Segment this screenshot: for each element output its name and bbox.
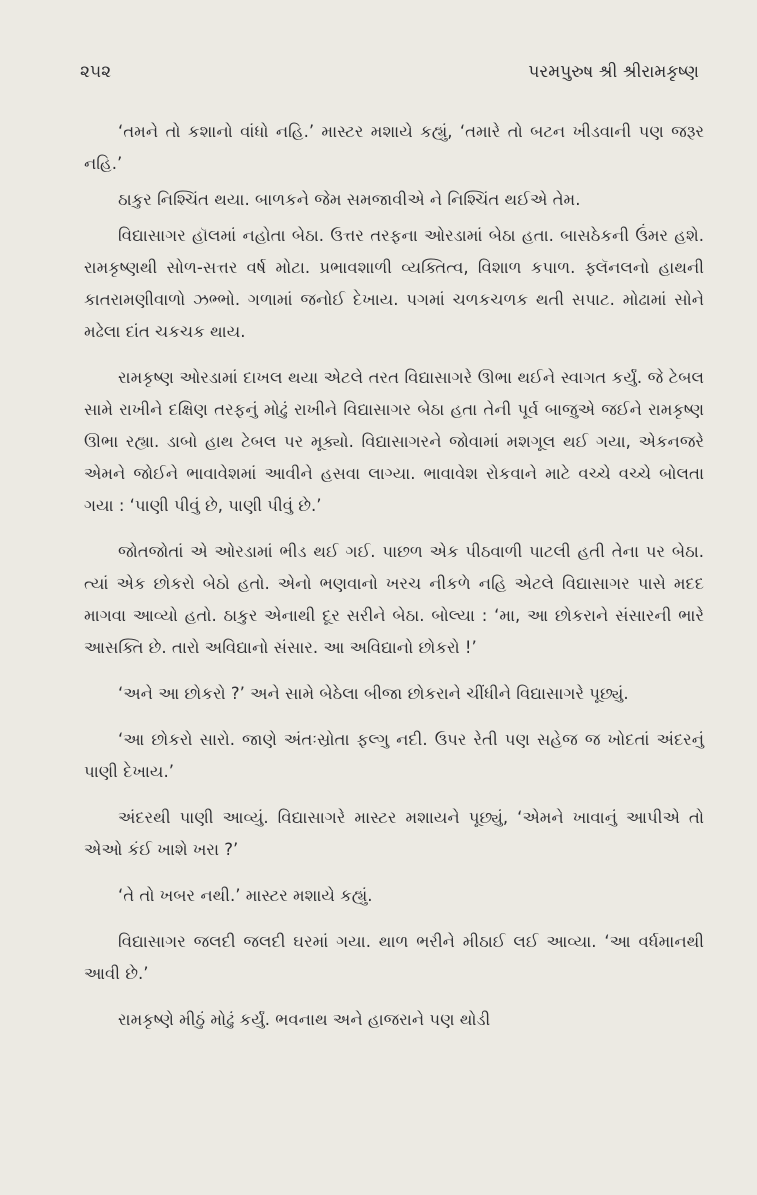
paragraph: જોતજોતાં એ ઓરડામાં ભીડ થઈ ગઈ. પાછળ એક પીઠવાળી પાટલી હતી તેના પર બેઠા. ત્યાં એક છોકરો બેઠો હતો. એનો ભણવાનો ખરચ નીકળે નહિ એટલે વિદ્યાસાગર પાસે મદદ માગવા આવ્યો હતો. ઠાકુર એનાથી દૂર સરીને બેઠા. બોલ્યા : ‘મા, આ છોકરાને સંસારની ભારે આસક્તિ છે. તારો અવિદ્યાનો સંસાર. આ અવિદ્યાનો છોકરો !’ — [84, 542, 704, 657]
page-number: ૨૫૨ — [80, 62, 112, 82]
paragraph: અંદરથી પાણી આવ્યું. વિદ્યાસાગરે માસ્ટર મશાયને પૂછ્યું, ‘એમને ખાવાનું આપીએ તો એઓ કંઈ ખાશે ખરા ?’ — [84, 808, 704, 859]
paragraph: ‘તે તો ખબર નથી.’ માસ્ટર મશાયે કહ્યું. — [118, 886, 373, 905]
paragraph: રામકૃષ્ણ ઓરડામાં દાખલ થયા એટલે તરત વિદ્યાસાગરે ઊભા થઈને સ્વાગત કર્યું. જે ટેબલ સામે રાખીને દક્ષિણ તરફનું મોઢું રાખીને વિદ્યાસાગર બેઠા હતા તેની પૂર્વ બાજુએ જઈને રામકૃષ્ણ ઊભા રહ્યા. ડાબો હાથ ટેબલ પર મૂક્યો. વિદ્યાસાગરને જોવામાં મશગૂલ થઈ ગયા, એકનજરે એમને જોઈને ભાવાવેશમાં આવીને હસવા લાગ્યા. ભાવાવેશ રોકવાને માટે વચ્ચે વચ્ચે બોલતા ગયા : ‘પાણી પીવું છે, પાણી પીવું છે.’ — [84, 368, 704, 515]
paragraph: ‘તમને તો કશાનો વાંધો નહિ.’ માસ્ટર મશાયે કહ્યું, ‘તમારે તો બટન ખીડવાની પણ જરૂર નહિ.’ — [84, 122, 704, 173]
paragraph: વિદ્યાસાગર જલદી જલદી ઘરમાં ગયા. થાળ ભરીને મીઠાઈ લઈ આવ્યા. ‘આ વર્ધમાનથી આવી છે.’ — [84, 932, 704, 983]
paragraph: રામકૃષ્ણે મીઠું મોઢું કર્યું. ભવનાથ અને હાજરાને પણ થોડી — [118, 1010, 491, 1029]
running-title: પરમપુરુષ શ્રી શ્રીરામકૃષ્ણ — [528, 62, 699, 82]
paragraph: ‘અને આ છોકરો ?’ અને સામે બેઠેલા બીજા છોકરાને ચીંધીને વિદ્યાસાગરે પૂછ્યું. — [118, 684, 629, 703]
paragraph: વિદ્યાસાગર હૉલમાં નહોતા બેઠા. ઉત્તર તરફના ઓરડામાં બેઠા હતા. બાસઠેકની ઉંમર હશે. રામકૃષ્ણથી સોળ-સત્તર વર્ષ મોટા. પ્રભાવશાળી વ્યક્તિત્વ, વિશાળ કપાળ. ફ્લૅનલનો હાથની કાતરામણીવાળો ઝભ્ભો. ગળામાં જનોઈ દેખાય. પગમાં ચળકચળક થતી સપાટ. મોઢામાં સોને મઢેલા દાંત ચકચક થાય. — [84, 226, 704, 341]
paragraph: ‘આ છોકરો સારો. જાણે અંતઃસ્રોતા ફલ્ગુ નદી. ઉપર રેતી પણ સહેજ જ ખોદતાં અંદરનું પાણી દેખાય.’ — [84, 730, 704, 781]
paragraph: ઠાકુર નિશ્ચિંત થયા. બાળકને જેમ સમજાવીએ ને નિશ્ચિંત થઈએ તેમ. — [118, 190, 581, 209]
body-text — [84, 116, 704, 1050]
